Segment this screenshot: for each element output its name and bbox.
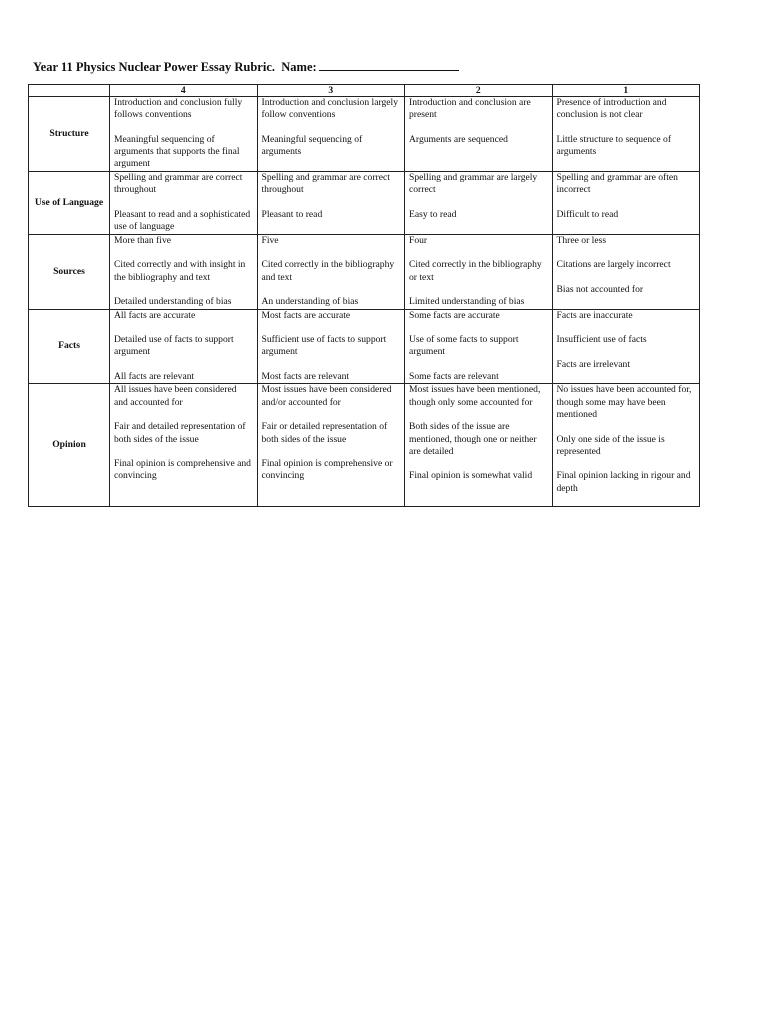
- descriptor-cell: [405, 171, 553, 234]
- descriptor-text: Pleasant to read and a sophisticated use of language: [114, 208, 251, 232]
- descriptor-text: Most facts are accurate: [261, 309, 351, 321]
- paragraph-gap: [114, 247, 253, 259]
- criterion-label: Structure: [29, 97, 110, 172]
- rubric-row: [29, 171, 700, 234]
- descriptor-text: Detailed understanding of bias: [114, 296, 232, 308]
- descriptor-text: Meaningful sequencing of arguments: [261, 133, 363, 158]
- descriptor-cell: [257, 309, 405, 384]
- descriptor-text: Final opinion is somewhat valid: [409, 470, 533, 482]
- header-score-1: 1: [552, 85, 700, 97]
- rubric-row: [29, 384, 700, 507]
- descriptor-text: Final opinion lacking in rigour and depth: [556, 470, 691, 494]
- descriptor-text: Fair or detailed representation of both sides of the issue: [261, 421, 388, 445]
- descriptor-cell: [405, 309, 553, 384]
- descriptor-text: Bias not accounted for: [556, 283, 644, 295]
- descriptor-text: Most issues have been mentioned, though only some accounted for: [409, 384, 541, 408]
- descriptor-text: All facts are relevant: [114, 371, 195, 383]
- descriptor-cell: [257, 171, 405, 234]
- descriptor-text: Insufficient use of facts: [556, 334, 647, 346]
- criterion-label: Use of Language: [29, 171, 110, 234]
- rubric-header-row: [29, 85, 700, 97]
- descriptor-text: Three or less: [556, 234, 607, 246]
- descriptor-cell: [257, 97, 405, 172]
- paragraph-gap: [409, 196, 548, 208]
- descriptor-text: Little structure to sequence of arguments: [556, 133, 672, 158]
- paragraph-gap: [557, 458, 696, 470]
- paragraph-gap: [409, 284, 548, 296]
- descriptor-cell: [405, 384, 553, 507]
- paragraph-gap: [262, 247, 401, 259]
- paragraph-gap: [114, 284, 253, 296]
- descriptor-text: No issues have been accounted for, though some may have been mentioned: [556, 384, 692, 420]
- descriptor-text: Five: [261, 234, 279, 246]
- descriptor-cell: [552, 309, 700, 384]
- rubric-row: [29, 309, 700, 384]
- paragraph-gap: [557, 122, 696, 134]
- paragraph-gap: [114, 409, 253, 421]
- paragraph-gap: [114, 446, 253, 458]
- paragraph-gap: [262, 409, 401, 421]
- descriptor-cell: [552, 234, 700, 309]
- descriptor-text: Use of some facts to support argument: [409, 334, 519, 358]
- header-score-4: 4: [110, 85, 258, 97]
- header-score-3: 3: [257, 85, 405, 97]
- descriptor-text: Easy to read: [409, 208, 457, 220]
- descriptor-text: All facts are accurate: [114, 309, 196, 321]
- descriptor-cell: [110, 171, 258, 234]
- descriptor-text: Pleasant to read: [261, 208, 323, 220]
- header-score-2: 2: [405, 85, 553, 97]
- paragraph-gap: [114, 359, 253, 371]
- descriptor-text: Spelling and grammar are largely correct: [409, 171, 538, 196]
- descriptor-cell: [552, 97, 700, 172]
- document-heading: [33, 59, 459, 75]
- paragraph-gap: [409, 247, 548, 259]
- descriptor-cell: [552, 384, 700, 507]
- paragraph-gap: [557, 421, 696, 433]
- descriptor-text: Introduction and conclusion fully follows conventions: [114, 97, 243, 121]
- descriptor-text: Facts are inaccurate: [556, 309, 633, 321]
- descriptor-text: Final opinion is comprehensive or convincing: [261, 458, 393, 482]
- paragraph-gap: [409, 409, 548, 421]
- descriptor-text: Both sides of the issue are mentioned, though one or neither are detailed: [409, 421, 537, 457]
- name-blank-line[interactable]: [319, 59, 459, 71]
- paragraph-gap: [557, 196, 696, 208]
- descriptor-text: Limited understanding of bias: [409, 296, 525, 308]
- paragraph-gap: [262, 322, 401, 334]
- descriptor-cell: [110, 234, 258, 309]
- descriptor-text: Cited correctly and with insight in the bibliography and text: [114, 259, 246, 283]
- descriptor-text: Meaningful sequencing of arguments that supports the final argument: [114, 133, 240, 170]
- descriptor-cell: [405, 97, 553, 172]
- descriptor-text: An understanding of bias: [261, 296, 359, 308]
- descriptor-text: Most facts are relevant: [261, 371, 350, 383]
- paragraph-gap: [114, 322, 253, 334]
- descriptor-text: Citations are largely incorrect: [556, 259, 671, 271]
- paragraph-gap: [557, 247, 696, 259]
- paragraph-gap: [114, 196, 253, 208]
- descriptor-text: Presence of introduction and conclusion is not clear: [556, 97, 667, 121]
- descriptor-text: Detailed use of facts to support argument: [114, 334, 234, 358]
- descriptor-text: Four: [409, 234, 428, 246]
- criterion-label: Facts: [29, 309, 110, 384]
- descriptor-cell: [552, 171, 700, 234]
- header-blank: [29, 85, 110, 97]
- descriptor-text: Facts are irrelevant: [556, 358, 631, 370]
- paragraph-gap: [409, 359, 548, 371]
- paragraph-gap: [409, 458, 548, 470]
- paragraph-gap: [262, 284, 401, 296]
- paragraph-gap: [114, 122, 253, 134]
- descriptor-text: Fair and detailed representation of both sides of the issue: [114, 421, 246, 445]
- name-label: Name:: [281, 60, 317, 74]
- descriptor-cell: [257, 384, 405, 507]
- descriptor-text: Introduction and conclusion are present: [409, 97, 531, 121]
- descriptor-cell: [110, 309, 258, 384]
- descriptor-text: Sufficient use of facts to support argument: [261, 334, 387, 358]
- descriptor-text: Spelling and grammar are correct throughout: [114, 171, 243, 196]
- paragraph-gap: [409, 322, 548, 334]
- paragraph-gap: [262, 359, 401, 371]
- criterion-label: Sources: [29, 234, 110, 309]
- descriptor-cell: [110, 97, 258, 172]
- descriptor-text: Some facts are accurate: [409, 309, 500, 321]
- descriptor-text: Arguments are sequenced: [409, 133, 508, 145]
- descriptor-text: Most issues have been considered and/or accounted for: [261, 384, 392, 408]
- descriptor-text: Only one side of the issue is represented: [556, 433, 665, 457]
- descriptor-cell: [110, 384, 258, 507]
- descriptor-text: Cited correctly in the bibliography and text: [261, 259, 395, 283]
- criterion-label: Opinion: [29, 384, 110, 507]
- rubric-row: [29, 234, 700, 309]
- rubric-table: [28, 84, 700, 507]
- paragraph-gap: [262, 196, 401, 208]
- descriptor-text: All issues have been considered and accounted for: [114, 384, 237, 408]
- paragraph-gap: [557, 272, 696, 284]
- descriptor-text: Final opinion is comprehensive and convincing: [114, 458, 251, 482]
- descriptor-text: Spelling and grammar are correct throughout: [261, 171, 390, 196]
- descriptor-text: Some facts are relevant: [409, 371, 499, 383]
- descriptor-text: Difficult to read: [556, 208, 619, 220]
- descriptor-cell: [405, 234, 553, 309]
- paragraph-gap: [557, 322, 696, 334]
- paragraph-gap: [557, 346, 696, 358]
- document-title: Year 11 Physics Nuclear Power Essay Rubric.: [33, 60, 276, 74]
- paragraph-gap: [409, 122, 548, 134]
- descriptor-text: Introduction and conclusion largely follow conventions: [261, 97, 399, 121]
- paragraph-gap: [262, 122, 401, 134]
- descriptor-text: Cited correctly in the bibliography or text: [409, 259, 542, 283]
- descriptor-cell: [257, 234, 405, 309]
- rubric-row: [29, 97, 700, 172]
- paragraph-gap: [262, 446, 401, 458]
- descriptor-text: More than five: [114, 234, 172, 246]
- descriptor-text: Spelling and grammar are often incorrect: [556, 171, 678, 196]
